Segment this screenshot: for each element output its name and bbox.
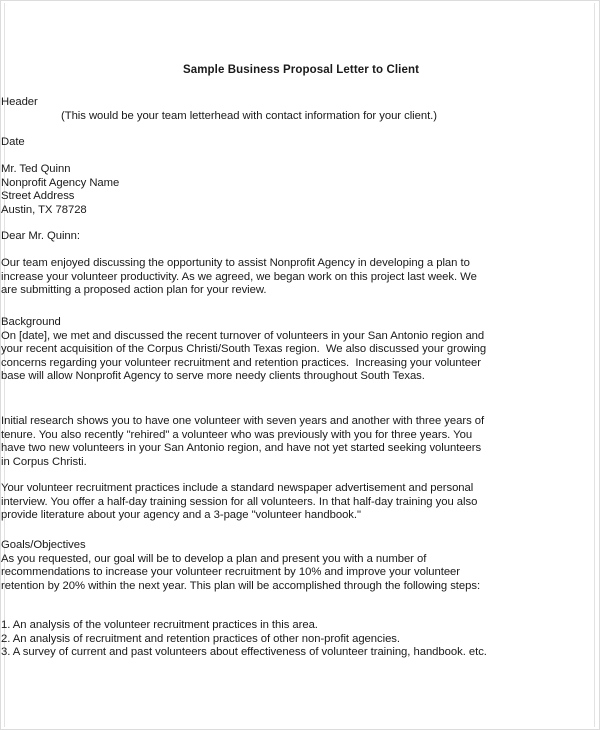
recipient-name: Mr. Ted Quinn [1,163,71,175]
list-item: 1. An analysis of the volunteer recruitment practices in this area. [1,619,318,631]
list-item: 3. A survey of current and past volunteers about effectiveness of volunteer training, handbook. etc. [1,646,487,658]
salutation: Dear Mr. Quinn: [1,230,80,242]
page-title: Sample Business Proposal Letter to Client [182,64,420,76]
recipient-street: Street Address [1,190,75,202]
goals-heading: Goals/Objectives [1,539,86,551]
date-label: Date [1,136,25,148]
background-heading: Background [1,316,61,328]
recipient-city-state-zip: Austin, TX 78728 [1,203,87,216]
recipient-organization: Nonprofit Agency Name [1,176,120,189]
list-item: 2. An analysis of recruitment and retention practices of other non-profit agencies. [1,632,400,645]
header-note: (This would be your team letterhead with contact information for your client.) [61,109,437,122]
background-paragraph-2: Initial research shows you to have one volunteer with seven years and another with three years of tenure. You also recently "rehired" a volunteer who was previously with you for three years. You have two new volunteers in your San Antonio region, and have not yet started seeking volunteers in Corpus Christi. [1,415,488,468]
background-paragraph-3: Your volunteer recruitment practices include a standard newspaper advertisement and personal interview. You offer a half-day training session for all volunteers. In that half-day training you also provide literature about your agency and a 3-page "volunteer handbook." [1,482,481,521]
goals-paragraph: As you requested, our goal will be to develop a plan and present you with a number of recommendations to increase your volunteer recruitment by 10% and improve your volunteer retention by 20% within the next year. This plan will be accomplished through the following steps: [1,552,481,592]
background-paragraph-1: On [date], we met and discussed the recent turnover of volunteers in your San Antonio region and your recent acquisition of the Corpus Christi/South Texas region. We also discussed your growing concerns regarding your volunteer recruitment and retention practices. Increasing your volunteer base will allow Nonprofit Agency to serve more needy clients throughout South Texas. [1,329,490,382]
header-label: Header [1,96,38,108]
intro-paragraph: Our team enjoyed discussing the opportunity to assist Nonprofit Agency in developing a plan to increase your volunteer productivity. As we agreed, we began work on this project last week. We are submitting a proposed action plan for your review. [1,257,480,296]
